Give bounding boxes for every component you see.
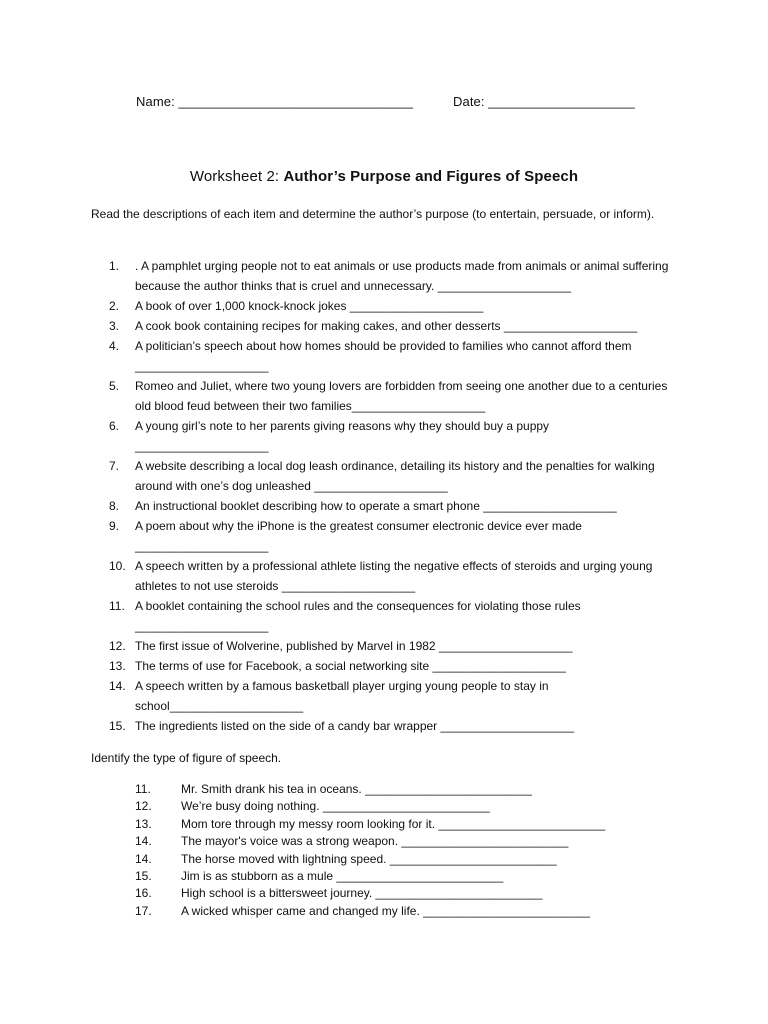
item-text: A website describing a local dog leash ordinance, detailing its history and the penalties for walking around with one’s dog unleashed ____________________ — [135, 459, 655, 493]
item-text: A young girl’s note to her parents giving reasons why they should buy a puppy ____________________ — [135, 419, 550, 453]
list-item — [91, 256, 691, 296]
list-item — [135, 833, 605, 850]
item-number: 12. — [135, 799, 152, 814]
list-item — [135, 798, 605, 815]
item-number: 6. — [109, 419, 120, 433]
item-text: A poem about why the iPhone is the greatest consumer electronic device ever made ____________________ — [135, 519, 582, 553]
title-bold: Author’s Purpose and Figures of Speech — [283, 168, 579, 185]
list-item — [135, 868, 605, 885]
list-item — [91, 636, 691, 656]
item-number: 14. — [109, 679, 126, 693]
item-text: High school is a bittersweet journey. _________________________ — [181, 886, 543, 901]
purpose-list — [91, 256, 691, 736]
item-number: 4. — [109, 339, 120, 353]
item-number: 13. — [109, 659, 126, 673]
list-item — [135, 851, 605, 868]
date-field: Date: ____________________ — [453, 94, 635, 109]
list-item — [135, 885, 605, 902]
item-number: 15. — [135, 869, 152, 884]
item-number: 3. — [109, 319, 120, 333]
item-number: 11. — [109, 599, 125, 613]
item-number: 11. — [135, 782, 151, 796]
list-item — [135, 781, 605, 798]
item-text: A wicked whisper came and changed my life. _________________________ — [181, 903, 590, 918]
item-text: Jim is as stubborn as a mule _________________________ — [181, 869, 504, 884]
item-number: 5. — [109, 379, 120, 393]
purpose-instructions: Read the descriptions of each item and determine the author’s purpose (to entertain, persuade, or inform). — [91, 207, 655, 221]
item-text: The ingredients listed on the side of a candy bar wrapper ____________________ — [135, 719, 574, 733]
item-text: Mr. Smith drank his tea in oceans. _________________________ — [181, 782, 532, 796]
item-text: A cook book containing recipes for making cakes, and other desserts ____________________ — [135, 319, 638, 333]
item-text: A politician’s speech about how homes should be provided to families who cannot afford them ____________________ — [135, 339, 632, 373]
item-number: 1. — [109, 259, 120, 273]
item-text: A booklet containing the school rules and the consequences for violating those rules ____________________ — [135, 599, 581, 633]
title-prefix: Worksheet 2: — [189, 168, 284, 185]
item-number: 7. — [109, 459, 120, 473]
item-text: The mayor's voice was a strong weapon. _________________________ — [181, 834, 569, 849]
item-text: A speech written by a professional athlete listing the negative effects of steroids and urging young athletes to not use steroids ____________________ — [135, 559, 653, 593]
item-text: A book of over 1,000 knock-knock jokes ____________________ — [135, 299, 484, 313]
item-text: The first issue of Wolverine, published by Marvel in 1982 ____________________ — [135, 639, 573, 653]
list-item — [91, 376, 691, 416]
item-text: We’re busy doing nothing. _________________________ — [181, 799, 490, 814]
item-number: 12. — [109, 639, 126, 653]
item-text: The horse moved with lightning speed. _________________________ — [181, 851, 557, 866]
list-item — [91, 516, 691, 556]
item-number: 17. — [135, 903, 152, 918]
list-item — [91, 316, 691, 336]
list-item — [91, 596, 691, 636]
item-number: 14. — [135, 851, 152, 866]
figures-instructions: Identify the type of figure of speech. — [91, 751, 282, 765]
item-text: . A pamphlet urging people not to eat animals or use products made from animals or animal suffering because the author thinks that is cruel and unnecessary. ____________________ — [135, 259, 669, 293]
list-item — [91, 656, 691, 676]
item-number: 2. — [109, 299, 120, 313]
item-number: 13. — [135, 816, 152, 831]
list-item — [91, 456, 691, 496]
name-field: Name: ________________________________ — [136, 94, 414, 109]
list-item — [135, 903, 605, 920]
list-item — [91, 556, 691, 596]
item-number: 8. — [109, 499, 120, 513]
item-number: 15. — [109, 719, 126, 733]
list-item — [91, 416, 691, 456]
worksheet-title — [0, 168, 768, 185]
item-number: 10. — [109, 559, 126, 573]
list-item — [91, 496, 691, 516]
list-item — [91, 676, 691, 716]
item-number: 16. — [135, 886, 152, 901]
list-item — [135, 816, 605, 833]
item-text: The terms of use for Facebook, a social networking site ____________________ — [135, 659, 566, 673]
item-text: Romeo and Juliet, where two young lovers are forbidden from seeing one another due to a centuries old blood feud between their two families____________________ — [135, 379, 668, 413]
item-text: An instructional booklet describing how to operate a smart phone ____________________ — [135, 499, 617, 513]
item-text: Mom tore through my messy room looking for it. _________________________ — [181, 816, 606, 831]
list-item — [91, 336, 691, 376]
item-number: 14. — [135, 834, 152, 849]
list-item — [91, 296, 691, 316]
item-number: 9. — [109, 519, 120, 533]
list-item — [91, 716, 691, 736]
figures-list — [135, 781, 605, 920]
item-text: A speech written by a famous basketball player urging young people to stay in school____________________ — [135, 679, 549, 713]
